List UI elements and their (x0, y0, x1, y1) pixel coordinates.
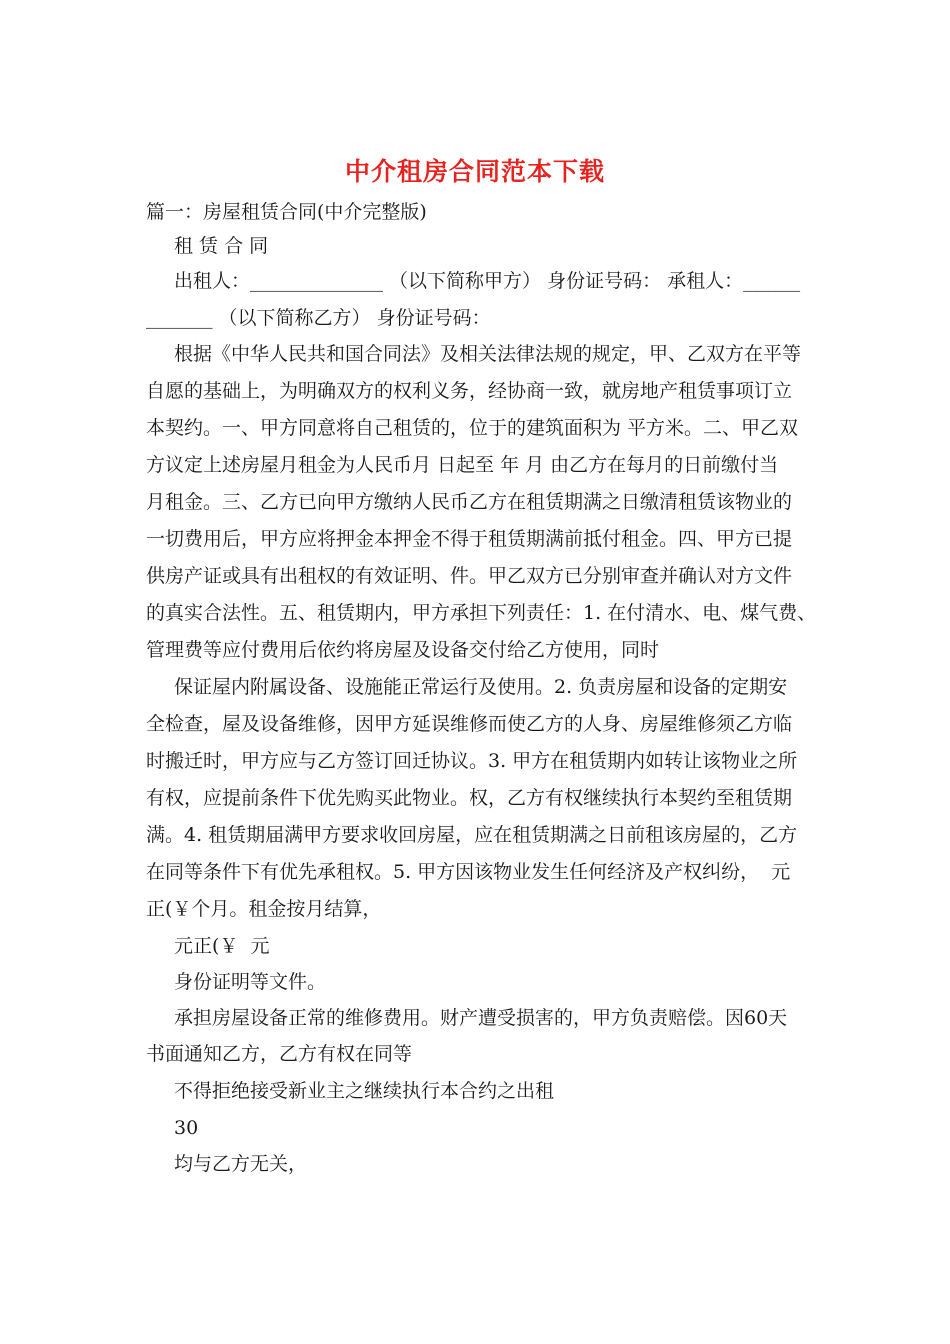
document-title: 中介租房合同范本下载 (344, 157, 605, 186)
text-line: 保证屋内附属设备、设施能正常运行及使用。2. 负责房屋和设备的定期安 (174, 676, 788, 698)
text-line: 月租金。三、乙方已向甲方缴纳人民币乙方在租赁期满之日缴清租赁该物业的 (146, 491, 793, 513)
text-line: 的真实合法性。五、租赁期内，甲方承担下列责任：1. 在付清水、电、煤气费、 (146, 602, 817, 624)
text-line: 不得拒绝接受新业主之继续执行本合约之出租 (174, 1080, 555, 1102)
contract-heading: 租 赁 合 同 (174, 235, 269, 257)
text-line: 一切费用后，甲方应将押金本押金不得于租赁期满前抵付租金。四、甲方已提 (146, 528, 793, 550)
text-line: 在同等条件下有优先承租权。5. 甲方因该物业发生任何经济及产权纠纷， 元 (146, 861, 791, 883)
text-line: 正(￥个月。租金按月结算， (146, 898, 382, 920)
text-line: 有权，应提前条件下优先购买此物业。权，乙方有权继续执行本契约至租赁期 (146, 787, 793, 809)
text-line: 自愿的基础上，为明确双方的权利义务，经协商一致，就房地产租赁事项订立 (146, 380, 793, 402)
text-line: 均与乙方无关， (174, 1153, 308, 1175)
text-line: 承担房屋设备正常的维修费用。财产遭受损害的，甲方负责赔偿。因60天 (174, 1007, 788, 1029)
text-line: 本契约。一、甲方同意将自己租赁的，位于的建筑面积为 平方米。二、甲乙双 (146, 417, 799, 439)
section-heading: 篇一：房屋租赁合同(中介完整版) (146, 201, 427, 223)
text-line: _______ （以下简称乙方） 身份证号码： (146, 307, 491, 329)
text-line: 出租人：______________ （以下简称甲方） 身份证号码： 承租人：______ (174, 270, 801, 292)
text-line: 元正(￥ 元 (174, 935, 270, 957)
text-line: 身份证明等文件。 (174, 971, 327, 993)
text-line: 供房产证或具有出租权的有效证明、件。甲乙双方已分别审查并确认对方文件 (146, 565, 793, 587)
text-line: 时搬迁时，甲方应与乙方签订回迁协议。3. 甲方在租赁期内如转让该物业之所 (146, 750, 798, 772)
text-line: 全检查，屋及设备维修，因甲方延误维修而使乙方的人身、房屋维修须乙方临 (146, 713, 793, 735)
text-line: 根据《中华人民共和国合同法》及相关法律法规的规定，甲、乙双方在平等 (174, 343, 802, 365)
text-line: 满。4. 租赁期届满甲方要求收回房屋，应在租赁期满之日前租该房屋的，乙方 (146, 824, 798, 846)
text-line: 30 (174, 1117, 199, 1139)
text-line: 方议定上述房屋月租金为人民币月 日起至 年 月 由乙方在每月的日前缴付当 (146, 454, 779, 476)
text-line: 管理费等应付费用后依约将房屋及设备交付给乙方使用，同时 (146, 639, 660, 661)
text-line: 书面通知乙方，乙方有权在同等 (146, 1043, 413, 1065)
